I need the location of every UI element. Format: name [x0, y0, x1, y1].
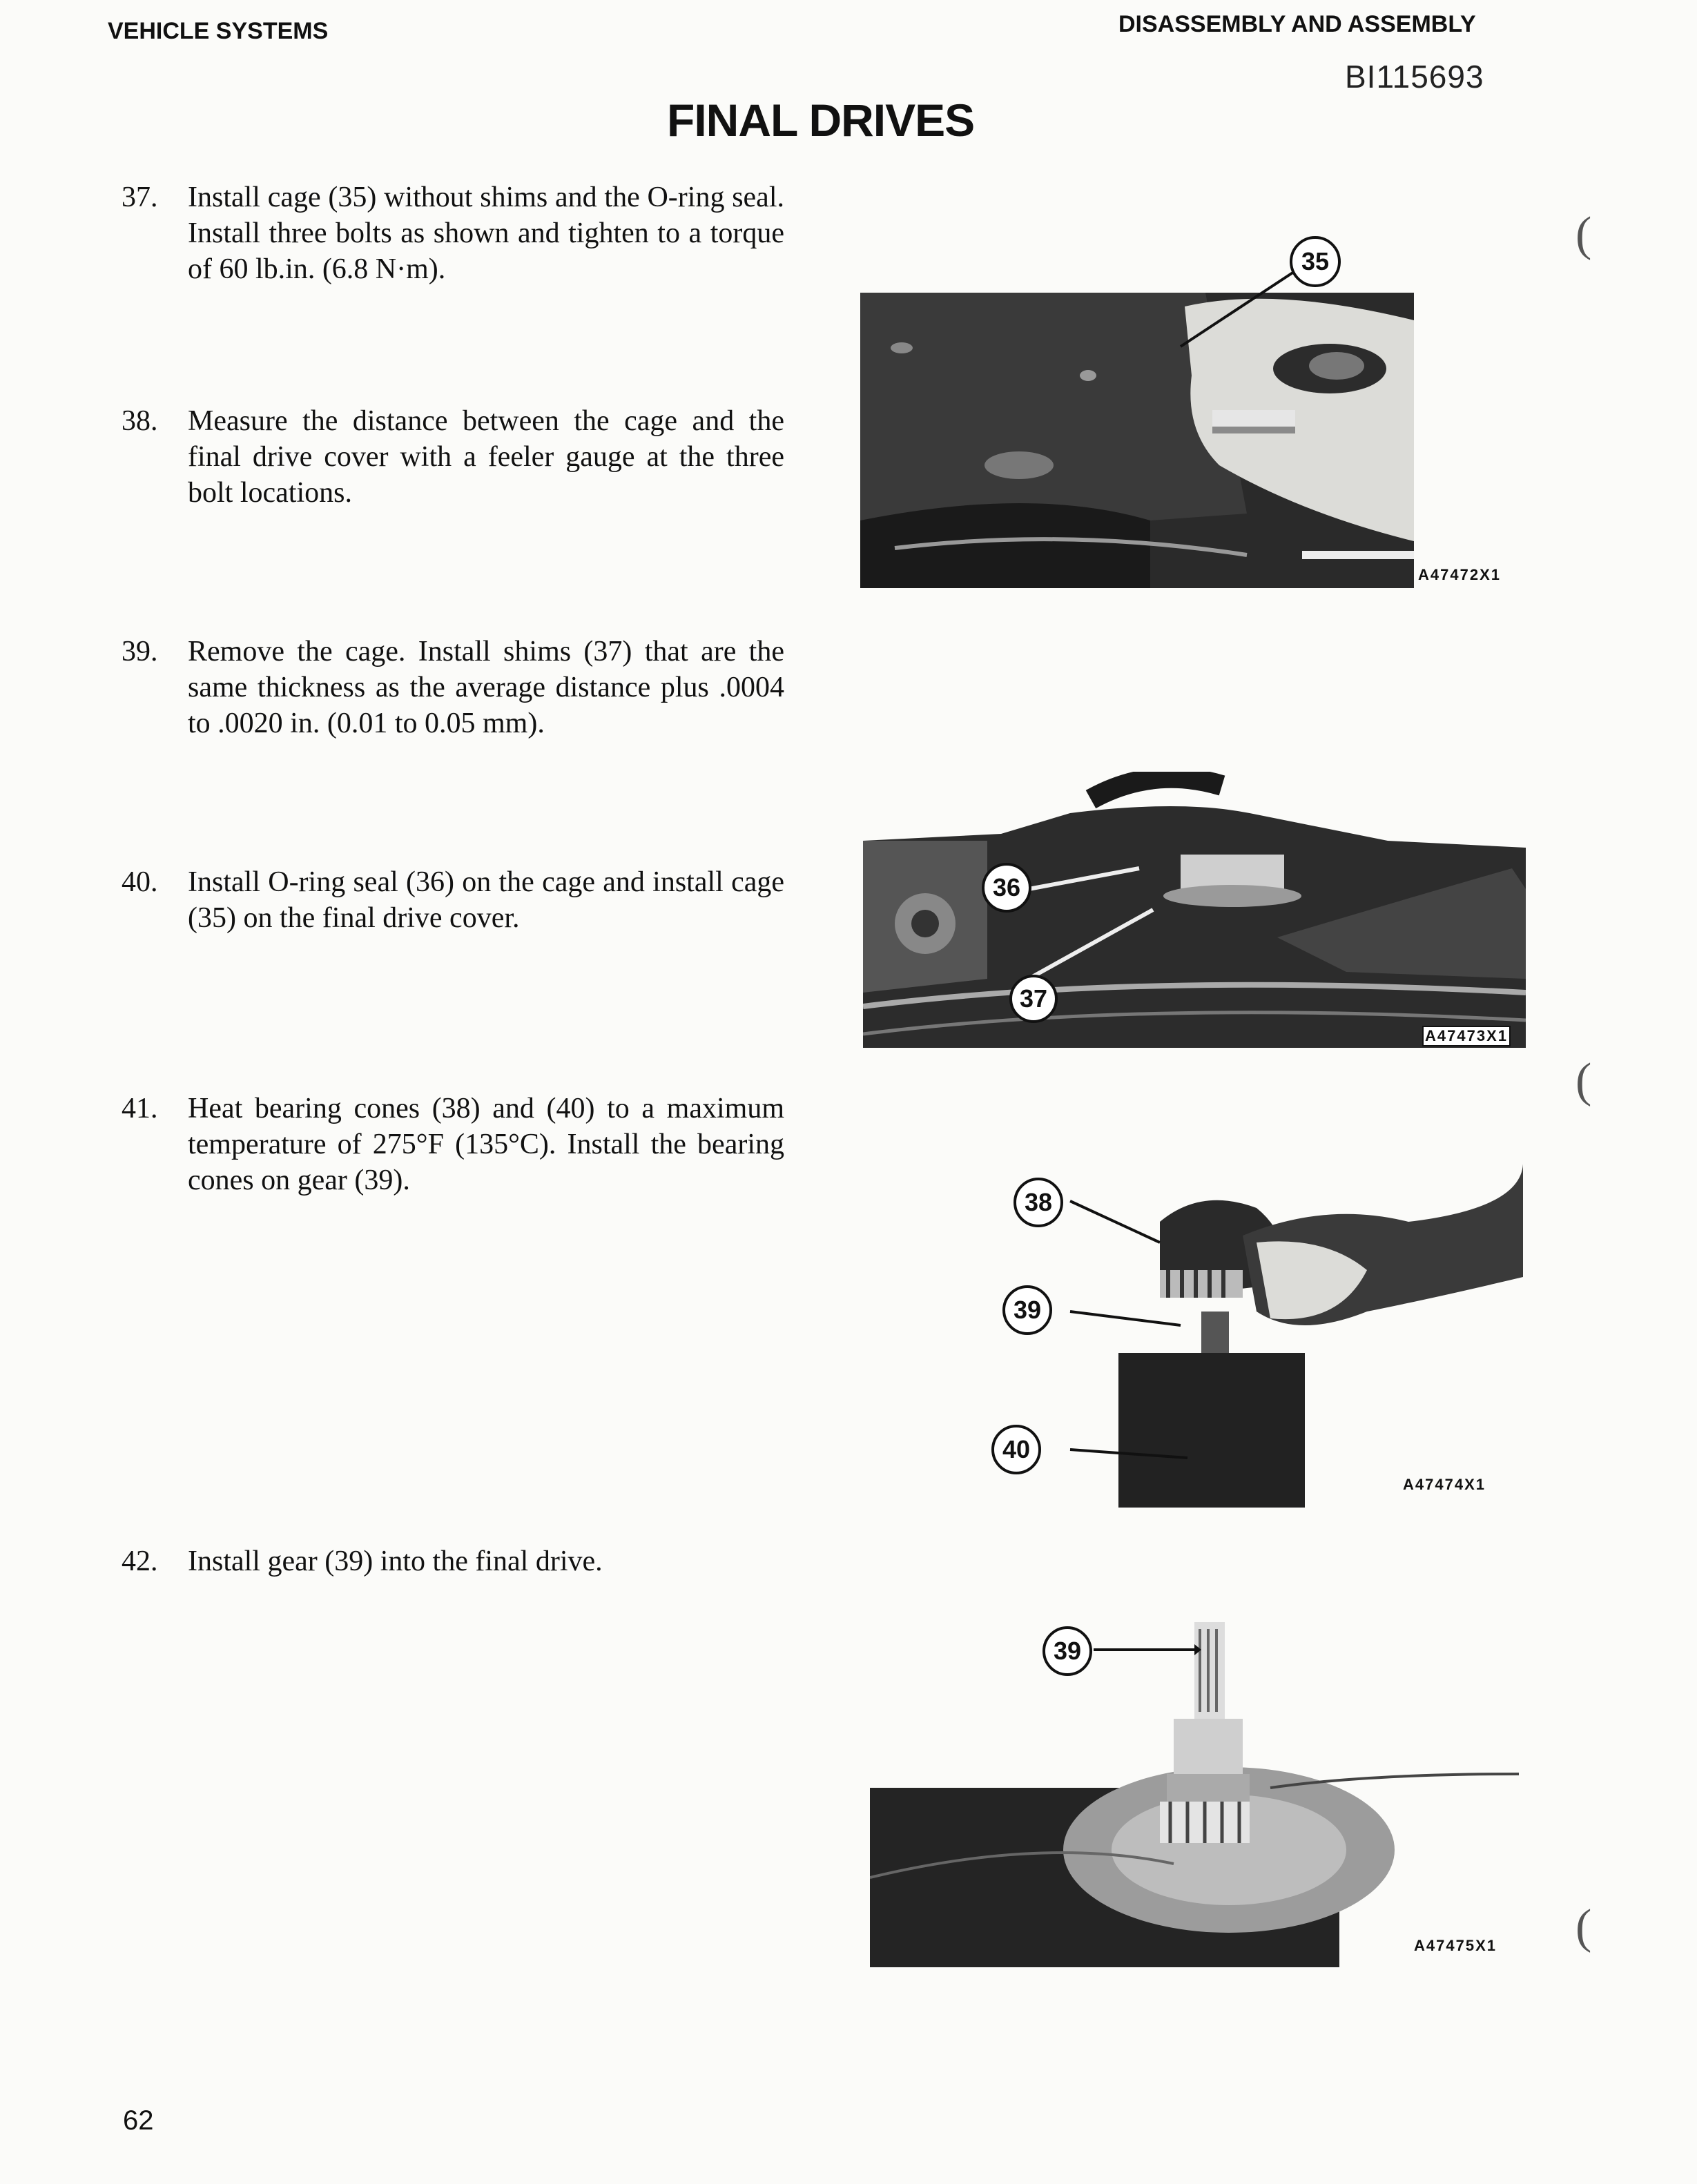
- callout-39: 39: [1002, 1285, 1052, 1335]
- header-chapter-title: DISASSEMBLY AND ASSEMBLY: [1118, 11, 1476, 37]
- callout-38: 38: [1014, 1178, 1063, 1227]
- callout-36: 36: [982, 863, 1031, 913]
- page-number: 62: [123, 2105, 154, 2136]
- step-text: Heat bearing cones (38) and (40) to a maximum temperature of 275°F (135°C). Install the bearing cones on gear (39).: [188, 1093, 784, 1196]
- photo-gear-install: [870, 1615, 1519, 1967]
- document-id: BI115693: [1345, 59, 1484, 95]
- margin-mark: (: [1575, 1054, 1592, 1107]
- photo-gear-install-drawing: [870, 1615, 1519, 1967]
- page-title: FINAL DRIVES: [667, 95, 975, 146]
- step-text: Install gear (39) into the final drive.: [188, 1546, 603, 1577]
- leader-line-39: [1091, 1636, 1201, 1664]
- step-number: 42.: [122, 1546, 158, 1577]
- step-text: Remove the cage. Install shims (37) that are the same thickness as the average distance plus .0004 to .0020 in. (0.01 to 0.05 mm).: [188, 636, 784, 739]
- photo-oring-shims: [863, 772, 1526, 1048]
- step-number: 41.: [122, 1093, 158, 1124]
- step-number: 40.: [122, 866, 158, 898]
- step-number: 37.: [122, 182, 158, 213]
- callout-39: 39: [1043, 1626, 1092, 1676]
- leader-lines-38-39-40: [1056, 1173, 1208, 1463]
- photo-cage-install-drawing: [860, 293, 1414, 588]
- photo-cage-install: [860, 293, 1414, 588]
- callout-35: 35: [1290, 236, 1341, 287]
- step-number: 39.: [122, 636, 158, 667]
- figure-id: A47473X1: [1422, 1026, 1511, 1046]
- step-text: Install cage (35) without shims and the O-ring seal. Install three bolts as shown and tighten to a torque of 60 lb.in. (6.8 N·m).: [188, 182, 784, 285]
- step-text: Install O-ring seal (36) on the cage and install cage (35) on the final drive cover.: [188, 866, 784, 934]
- figure-id: A47475X1: [1414, 1937, 1497, 1954]
- step-text: Measure the distance between the cage and the final drive cover with a feeler gauge at the three bolt locations.: [188, 405, 784, 509]
- figure-id: A47474X1: [1403, 1476, 1486, 1493]
- margin-mark: (: [1575, 208, 1592, 261]
- callout-37: 37: [1009, 975, 1058, 1023]
- callout-40: 40: [991, 1425, 1041, 1474]
- photo-oring-shims-drawing: [863, 772, 1526, 1048]
- margin-mark: (: [1575, 1900, 1592, 1953]
- header-section-title: VEHICLE SYSTEMS: [108, 18, 329, 44]
- step-number: 38.: [122, 405, 158, 437]
- figure-id: A47472X1: [1418, 566, 1501, 583]
